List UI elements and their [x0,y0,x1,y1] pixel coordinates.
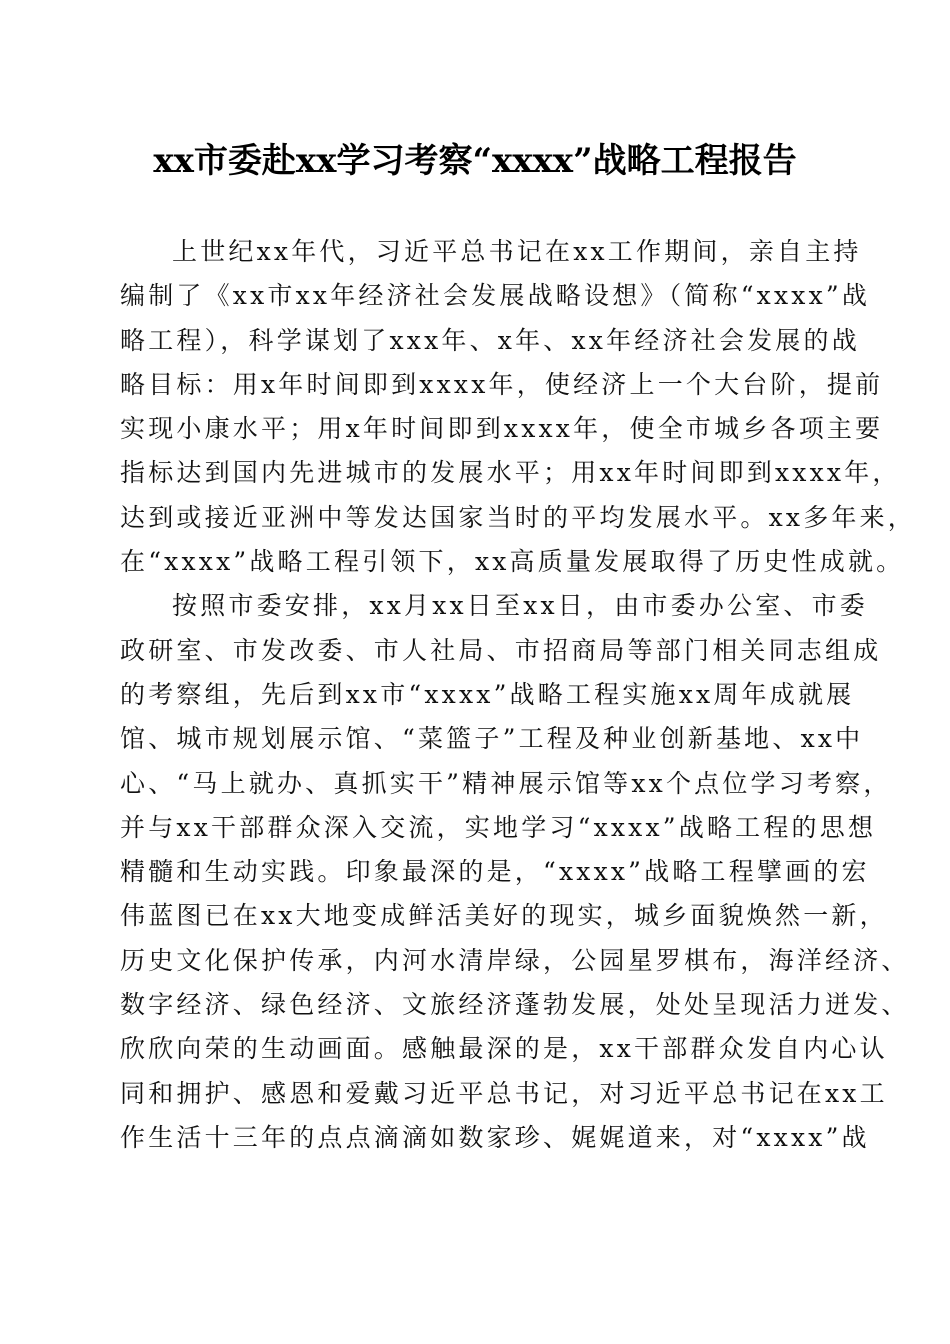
text-line: 馆、城市规划展示馆、“菜篮子”工程及种业创新基地、xx中 [120,724,864,754]
text-line: 按照市委安排，xx月xx日至xx日，由市委办公室、市委 [172,591,868,621]
document-body [120,230,917,1160]
text-line: 上世纪xx年代，习近平总书记在xx工作期间，亲自主持 [172,237,862,266]
text-line: 精髓和生动实践。印象最深的是，“xxxx”战略工程擘画的宏 [120,857,870,887]
text-line: 略工程），科学谋划了xxx年、x年、xx年经济社会发展的战 [120,325,860,355]
text-line: 历史文化保护传承，内河水清岸绿，公园星罗棋布，海洋经济、 [120,945,910,975]
text-line: 指标达到国内先进城市的发展水平；用xx年时间即到xxxx年， [120,458,901,488]
text-line: 作生活十三年的点点滴滴如数家珍、娓娓道来，对“xxxx”战 [120,1122,870,1152]
text-line: 实现小康水平；用x年时间即到xxxx年，使全市城乡各项主要 [120,414,884,444]
text-line: 达到或接近亚洲中等发达国家当时的平均发展水平。xx多年来， [120,502,917,532]
text-line: 心、“马上就办、真抓实干”精神展示馆等xx个点位学习考察， [120,768,892,798]
paragraph-1 [120,230,917,584]
text-line: 欣欣向荣的生动画面。感触最深的是，xx干部群众发自内心认 [120,1034,888,1064]
text-line: 的考察组，先后到xx市“xxxx”战略工程实施xx周年成就展 [120,679,855,709]
text-line: 数字经济、绿色经济、文旅经济蓬勃发展，处处呈现活力迸发、 [120,990,910,1020]
text-line: 政研室、市发改委、市人社局、市招商局等部门相关同志组成 [120,635,882,665]
text-line: 在“xxxx”战略工程引领下，xx高质量发展取得了历史性成就。 [120,547,905,577]
text-line: 伟蓝图已在xx大地变成鲜活美好的现实，城乡面貌焕然一新， [120,901,888,931]
text-line: 略目标：用x年时间即到xxxx年，使经济上一个大台阶，提前 [120,369,884,399]
text-line: 并与xx干部群众深入交流，实地学习“xxxx”战略工程的思想 [120,812,877,842]
text-line: 编制了《xx市xx年经济社会发展战略设想》（简称“xxxx”战 [120,281,871,311]
text-line: 同和拥护、感恩和爱戴习近平总书记，对习近平总书记在xx工 [120,1078,888,1108]
paragraph-2 [120,584,910,1160]
document-title: xx市委赴xx学习考察“xxxx”战略工程报告 [153,141,797,181]
